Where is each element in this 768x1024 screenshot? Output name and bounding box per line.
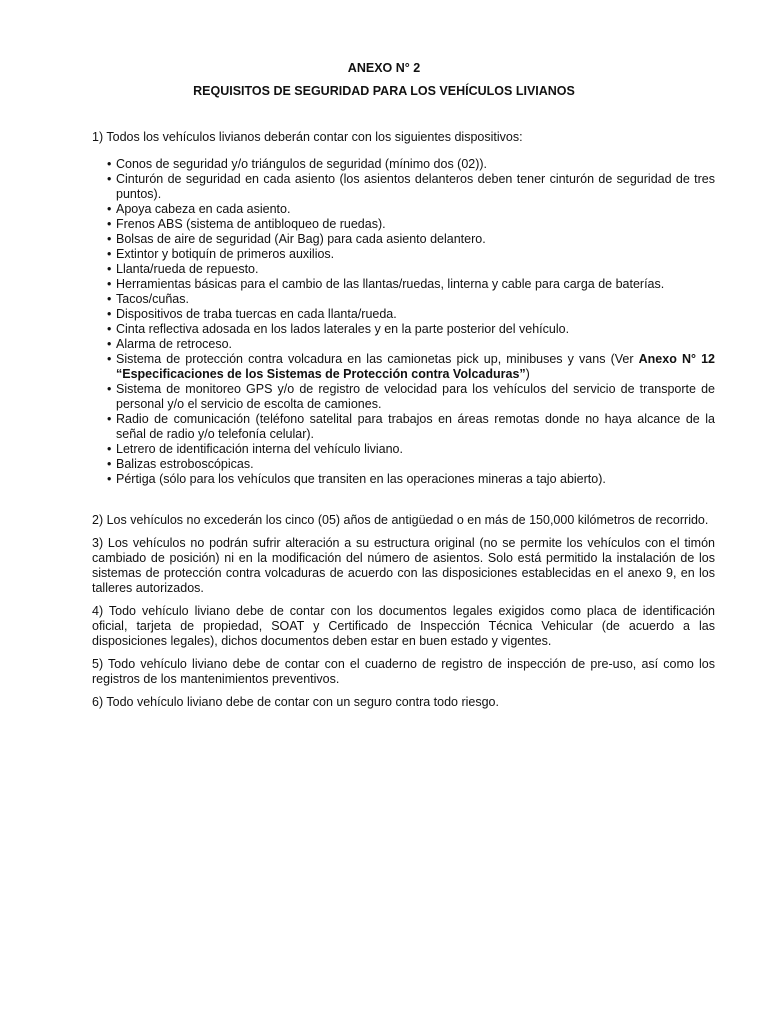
list-item: • Letrero de identificación interna del vehículo liviano. [107,442,403,456]
requirement-3: 3) Los vehículos no podrán sufrir alteración a su estructura original (no se permite los vehículos con el timón cambiado de posición) ni en la modificación del número de asientos. Solo está permitido la instalación de los sistemas de protección contra volcaduras de acuerdo con las disposiciones establecidas en el anexo 9, en los talleres autorizados. [92,536,715,595]
list-item: • Frenos ABS (sistema de antibloqueo de ruedas). [107,217,386,231]
list-item: • Tacos/cuñas. [107,292,189,306]
bullet-icon: • [107,202,112,216]
list-item: • Alarma de retroceso. [107,337,233,351]
bullet-icon: • [107,262,112,276]
bullet-icon: • [107,352,112,366]
list-item: • Pértiga (sólo para los vehículos que transiten en las operaciones mineras a tajo abierto). [107,472,606,486]
device-list [92,157,715,487]
document-title: ANEXO N° 2 [347,61,421,75]
bullet-icon: • [107,382,112,396]
bullet-icon: • [107,157,112,171]
bullet-icon: • [107,247,112,261]
bullet-icon: • [107,457,112,471]
list-item: • Conos de seguridad y/o triángulos de seguridad (mínimo dos (02)). [107,157,488,171]
document-subtitle: REQUISITOS DE SEGURIDAD PARA LOS VEHÍCULOS LIVIANOS [193,84,575,98]
bullet-icon: • [107,322,112,336]
bullet-icon: • [107,292,112,306]
list-item: • Balizas estroboscópicas. [107,457,254,471]
list-item: • Dispositivos de traba tuercas en cada llanta/rueda. [107,307,397,321]
list-item-rollover: • Sistema de protección contra volcadura en las camionetas pick up, minibuses y vans (Ver Anexo N° 12 “Especificaciones de los Sistemas de Protección contra Volcaduras”) [107,352,715,381]
bullet-icon: • [107,172,112,186]
bullet-icon: • [107,412,112,426]
list-item: • Cinturón de seguridad en cada asiento (los asientos delanteros deben tener cinturón de seguridad de tres puntos). [107,172,715,201]
bullet-icon: • [107,217,112,231]
requirement-1-intro: 1) Todos los vehículos livianos deberán contar con los siguientes dispositivos: [92,130,523,144]
bullet-icon: • [107,337,112,351]
bullet-icon: • [107,277,112,291]
list-item: • Radio de comunicación (teléfono satelital para trabajos en áreas remotas donde no haya alcance de la señal de radio y/o telefonía celular). [107,412,715,441]
requirement-2: 2) Los vehículos no excederán los cinco (05) años de antigüedad o en más de 150,000 kilómetros de recorrido. [92,513,709,527]
requirement-5: 5) Todo vehículo liviano debe de contar con el cuaderno de registro de inspección de pre-uso, así como los registros de los mantenimientos preventivos. [92,657,715,686]
list-item: • Herramientas básicas para el cambio de las llantas/ruedas, linterna y cable para carga de baterías. [107,277,665,291]
list-item: • Cinta reflectiva adosada en los lados laterales y en la parte posterior del vehículo. [107,322,570,336]
document-body [92,130,715,710]
list-item: • Extintor y botiquín de primeros auxilios. [107,247,335,261]
bullet-icon: • [107,232,112,246]
annex-12-reference: Anexo N° 12 “Especificaciones de los Sistemas de Protección contra Volcaduras” [116,352,715,381]
bullet-icon: • [107,442,112,456]
bullet-icon: • [107,472,112,486]
list-item: • Sistema de monitoreo GPS y/o de registro de velocidad para los vehículos del servicio de transporte de personal y/o el servicio de escolta de camiones. [107,382,715,411]
list-item: • Apoya cabeza en cada asiento. [107,202,291,216]
bullet-icon: • [107,307,112,321]
list-item: • Bolsas de aire de seguridad (Air Bag) para cada asiento delantero. [107,232,486,246]
list-item: • Llanta/rueda de repuesto. [107,262,259,276]
requirement-6: 6) Todo vehículo liviano debe de contar con un seguro contra todo riesgo. [92,695,499,709]
requirement-4: 4) Todo vehículo liviano debe de contar con los documentos legales exigidos como placa de identificación oficial, tarjeta de propiedad, SOAT y Certificado de Inspección Técnica Vehicular (de acuerdo a las disposiciones legales), dichos documentos deben estar en buen estado y vigentes. [92,604,715,648]
